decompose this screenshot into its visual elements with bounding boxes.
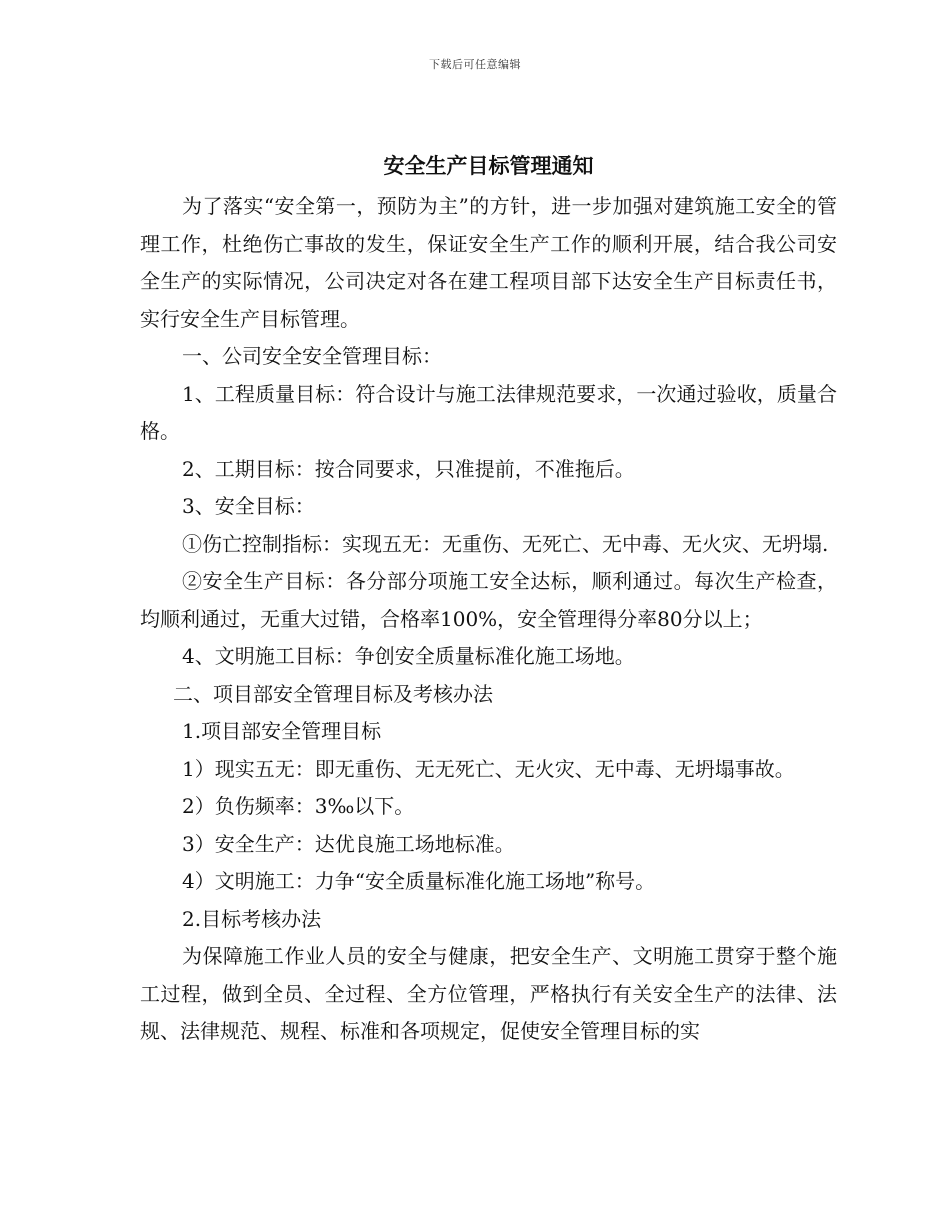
paragraph-schedule-goal: 2、工期目标：按合同要求，只准提前，不准拖后。 (182, 456, 635, 481)
subsection-heading-assessment: 2.目标考核办法 (182, 906, 322, 931)
paragraph-casualty-control: ①伤亡控制指标：实现五无：无重伤、无死亡、无中毒、无火灾、无坍塌. (182, 531, 829, 556)
paragraph-quality-goal: 1、工程质量目标：符合设计与施工法律规范要求，一次通过验收，质量合格。 (140, 381, 837, 443)
section-heading-project-goals: 二、项目部安全管理目标及考核办法 (173, 681, 493, 706)
list-item-injury-rate: 2）负伤频率：3‰以下。 (182, 794, 415, 818)
paragraph-safety-production-goal: ②安全生产目标：各分部分项施工安全达标，顺利通过。每次生产检查，均顺利通过，无重大过错，合格率100%，安全管理得分率80分以上； (140, 569, 837, 631)
paragraph-assessment-body: 为保障施工作业人员的安全与健康，把安全生产、文明施工贯穿于整个施工过程，做到全员、全过程、全方位管理，严格执行有关安全生产的法律、法规、法律规范、规程、标准和各项规定，促使安全管理目标的实 (140, 944, 837, 1043)
paragraph-intro: 为了落实“安全第一，预防为主”的方针，进一步加强对建筑施工安全的管理工作，杜绝伤亡事故的发生，保证安全生产工作的顺利开展，结合我公司安全生产的实际情况，公司决定对各在建工程项目部下达安全生产目标责任书，实行安全生产目标管理。 (140, 194, 837, 331)
list-item-safety-production: 3）安全生产：达优良施工场地标准。 (182, 831, 515, 856)
paragraph-civilized-construction-goal: 4、文明施工目标：争创安全质量标准化施工场地。 (182, 644, 635, 668)
document-title: 安全生产目标管理通知 (383, 153, 594, 178)
list-item-civilized-construction: 4）文明施工：力争“安全质量标准化施工场地”称号。 (182, 869, 656, 893)
section-heading-company-goals: 一、公司安全安全管理目标： (182, 344, 442, 368)
document-body (140, 148, 837, 1051)
list-item-five-nos: 1）现实五无：即无重伤、无无死亡、无火灾、无中毒、无坍塌事故。 (182, 756, 795, 781)
paragraph-safety-goal-heading: 3、安全目标： (182, 494, 315, 518)
header-note: 下载后可任意编辑 (429, 58, 521, 71)
subsection-heading-project-goals: 1.项目部安全管理目标 (182, 719, 382, 743)
